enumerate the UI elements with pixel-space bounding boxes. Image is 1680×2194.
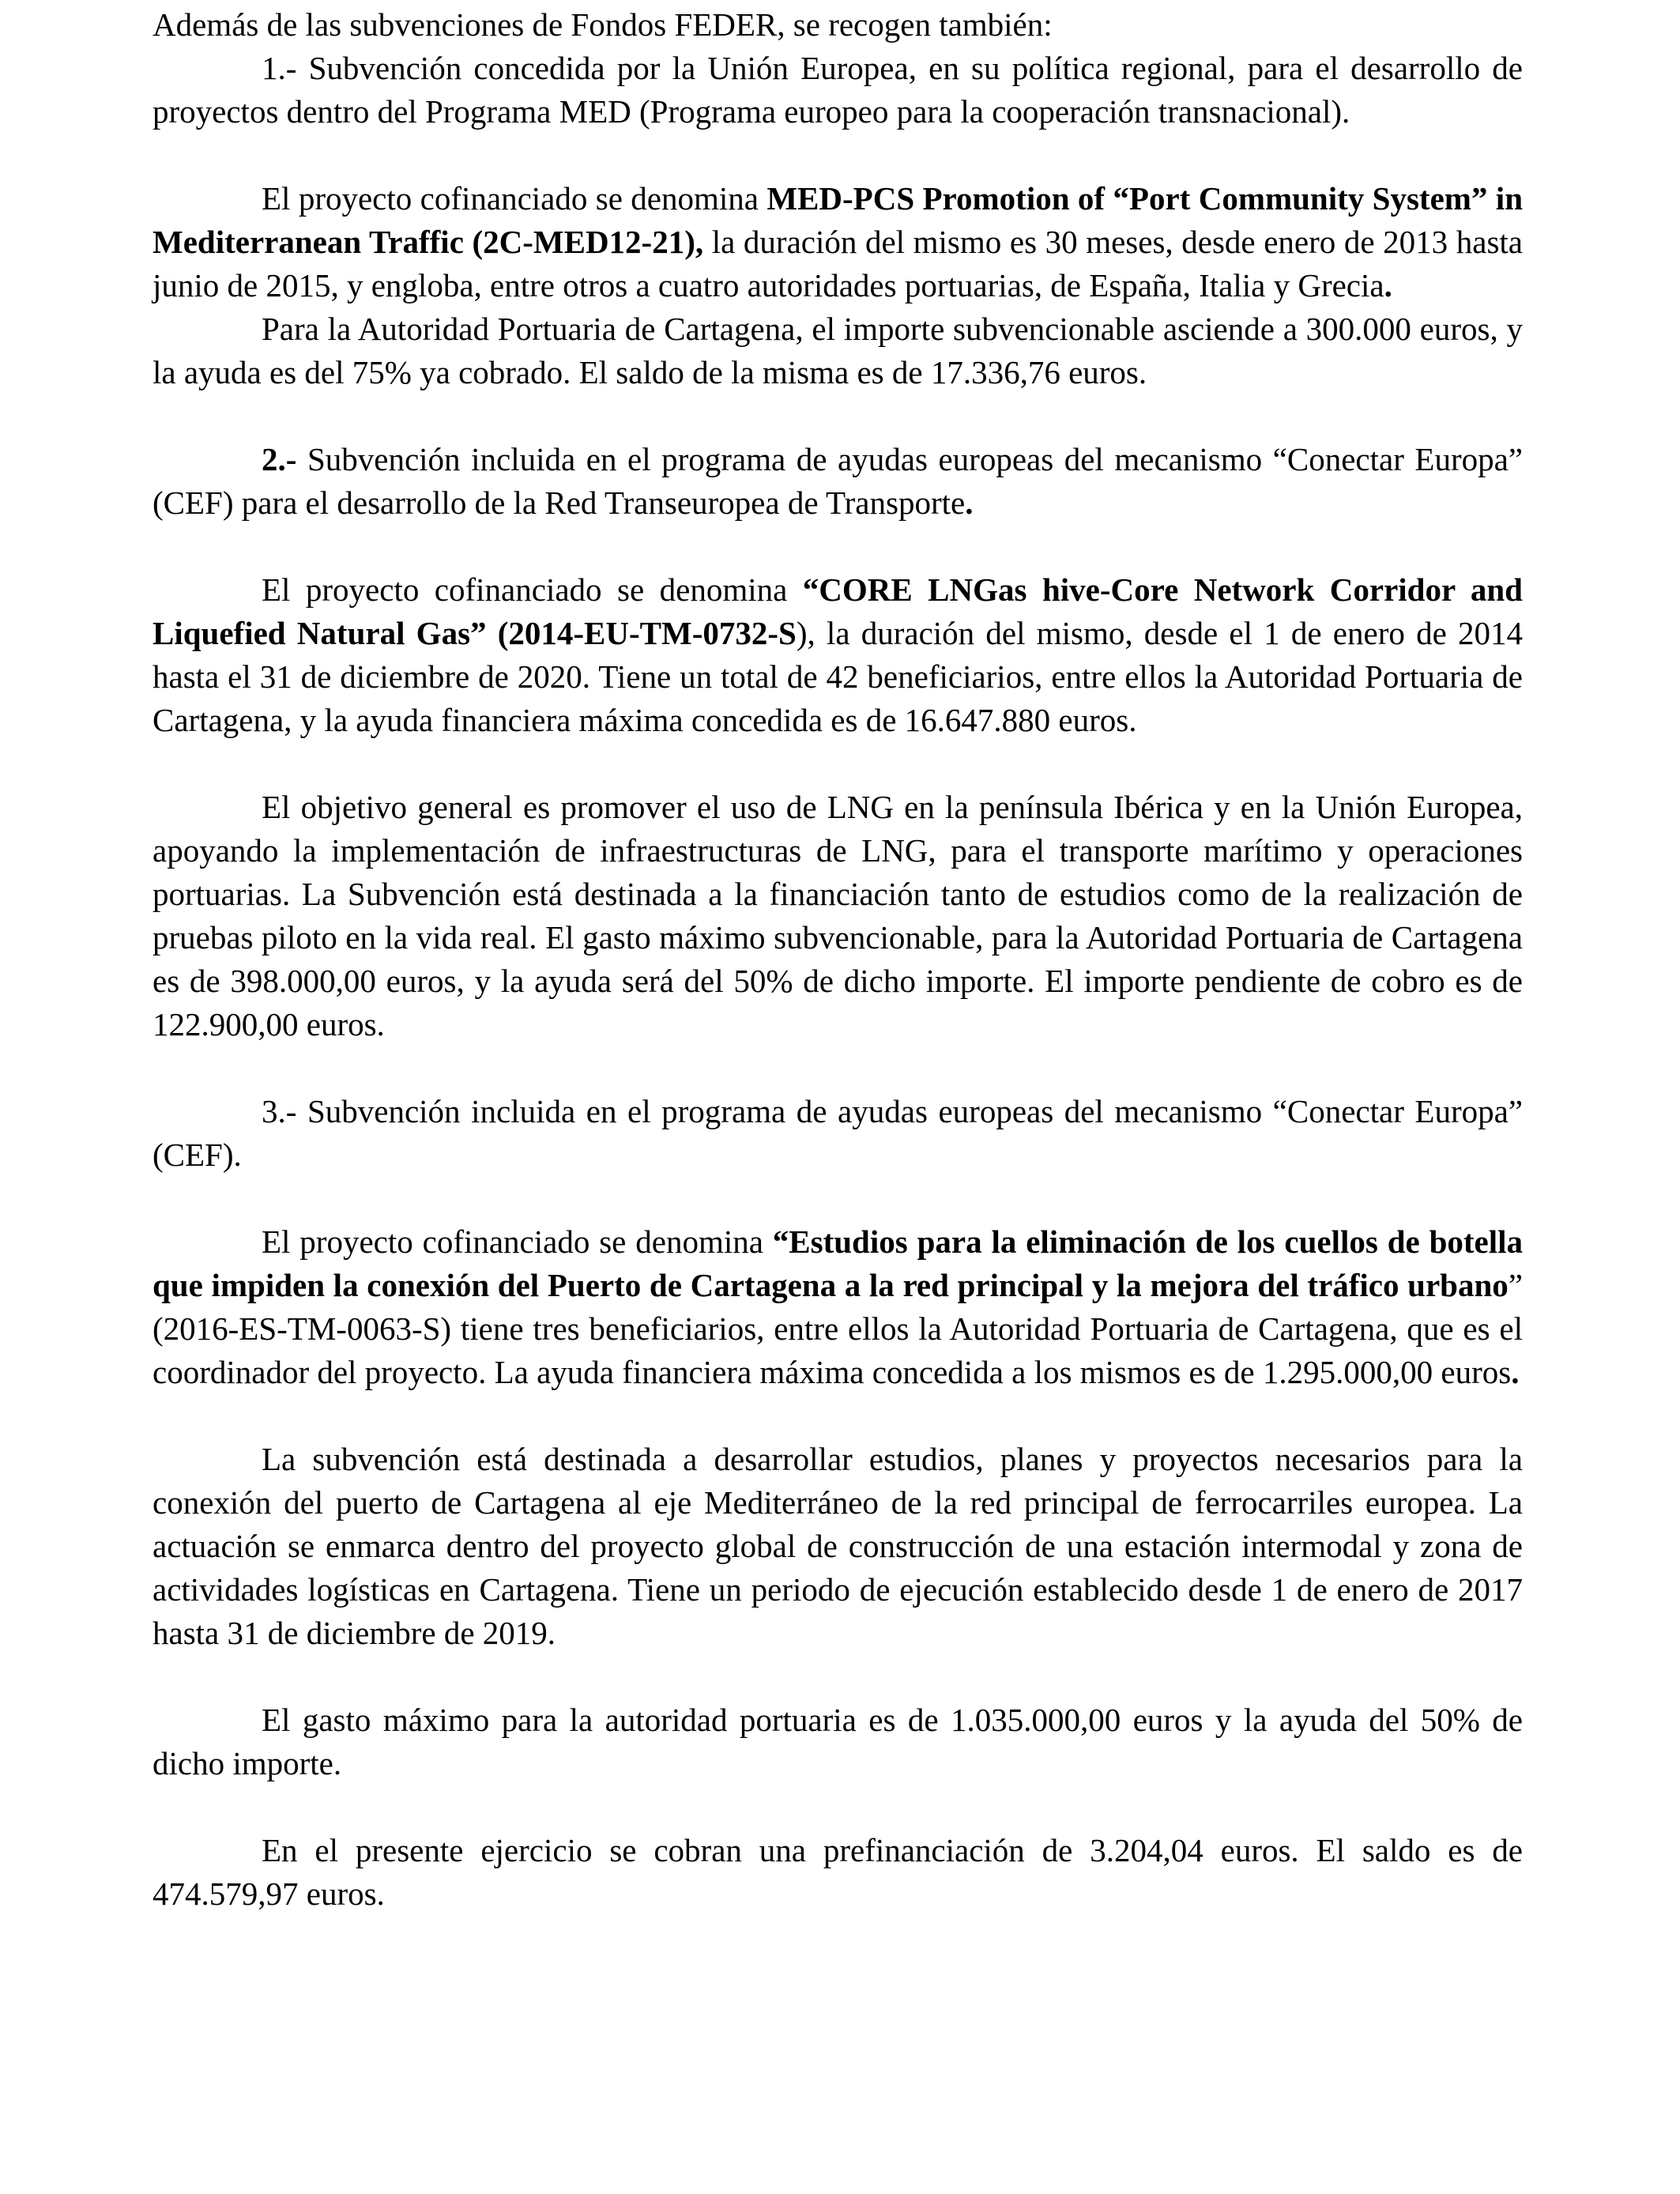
item2-heading-end: . bbox=[965, 484, 974, 521]
item3-project-end: . bbox=[1511, 1354, 1520, 1390]
item2-project-pre: El proyecto cofinanciado se denomina bbox=[262, 571, 803, 608]
item3-purpose-paragraph: La subvención está destinada a desarrollar estudios, planes y proyectos necesarios para la conexión del puerto de Cartagena al eje Mediterráneo de la red principal de ferrocarriles europea. La actuación se enmarca dentro del proyecto global de construcción de una estación intermodal y zona de actividades logísticas en Cartagena. Tiene un periodo de ejecución establecido desde 1 de enero de 2017 hasta 31 de diciembre de 2019. bbox=[153, 1441, 1523, 1651]
item2-project-paragraph bbox=[153, 568, 1523, 742]
item1-amount-paragraph: Para la Autoridad Portuaria de Cartagena, el importe subvencionable asciende a 300.000 euros, y la ayuda es del 75% ya cobrado. El saldo de la misma es de 17.336,76 euros. bbox=[153, 311, 1523, 390]
item1-project-name: MED-PCS Promotion of “Port Community System” in Mediterranean Traffic (2C-MED12-21), bbox=[153, 180, 1523, 260]
item3-current-year-paragraph: En el presente ejercicio se cobran una prefinanciación de 3.204,04 euros. El saldo es de 474.579,97 euros. bbox=[153, 1832, 1523, 1912]
item1-project-post: la duración del mismo es 30 meses, desde enero de 2013 hasta junio de 2015, y engloba, entre otros a cuatro autoridades portuarias, de España, Italia y Grecia bbox=[153, 224, 1524, 303]
item1-heading: 1.- Subvención concedida por la Unión Europea, en su política regional, para el desarrollo de proyectos dentro del Programa MED (Programa europeo para la cooperación transnacional). bbox=[153, 50, 1523, 130]
item2-number: 2.- bbox=[262, 441, 297, 477]
item1-project-paragraph bbox=[153, 177, 1523, 307]
item2-heading-text: Subvención incluida en el programa de ayudas europeas del mecanismo “Conectar Europa” (CEF) para el desarrollo de la Red Transeuropea de Transporte bbox=[153, 441, 1523, 521]
item3-project-pre: El proyecto cofinanciado se denomina bbox=[262, 1223, 773, 1260]
item3-heading: 3.- Subvención incluida en el programa de ayudas europeas del mecanismo “Conectar Europa” (CEF). bbox=[153, 1093, 1523, 1173]
item3-project-paragraph bbox=[153, 1220, 1523, 1394]
item1-project-end: . bbox=[1384, 267, 1392, 303]
document-page bbox=[153, 0, 1523, 1916]
item2-heading bbox=[153, 438, 1523, 525]
item2-project-name: “CORE LNGas hive-Core Network Corridor and Liquefied Natural Gas” (2014-EU-TM-0732-S bbox=[153, 571, 1523, 651]
item2-project-post: ), la duración del mismo, desde el 1 de enero de 2014 hasta el 31 de diciembre de 2020. Tiene un total de 42 beneficiarios, entre ellos la Autoridad Portuaria de Cartagena, y la ayuda financiera máxima concedida es de 16.647.880 euros. bbox=[153, 615, 1523, 738]
item1-project-pre: El proyecto cofinanciado se denomina bbox=[262, 180, 767, 217]
item2-objective-paragraph: El objetivo general es promover el uso de LNG en la península Ibérica y en la Unión Europea, apoyando la implementación de infraestructuras de LNG, para el transporte marítimo y operaciones portuarias. La Subvención está destinada a la financiación tanto de estudios como de la realización de pruebas piloto en la vida real. El gasto máximo subvencionable, para la Autoridad Portuaria de Cartagena es de 398.000,00 euros, y la ayuda será del 50% de dicho importe. El importe pendiente de cobro es de 122.900,00 euros. bbox=[153, 789, 1523, 1042]
item3-project-post: ” (2016-ES-TM-0063-S) tiene tres beneficiarios, entre ellos la Autoridad Portuaria de Cartagena, que es el coordinador del proyecto. La ayuda financiera máxima concedida a los mismos es de 1.295.000,00 euros bbox=[153, 1267, 1523, 1390]
item3-max-expense-paragraph: El gasto máximo para la autoridad portuaria es de 1.035.000,00 euros y la ayuda del 50% de dicho importe. bbox=[153, 1702, 1523, 1781]
item3-project-name: “Estudios para la eliminación de los cuellos de botella que impiden la conexión del Puerto de Cartagena a la red principal y la mejora del tráfico urbano bbox=[153, 1223, 1524, 1303]
intro-paragraph: Además de las subvenciones de Fondos FEDER, se recogen también: bbox=[153, 6, 1053, 43]
